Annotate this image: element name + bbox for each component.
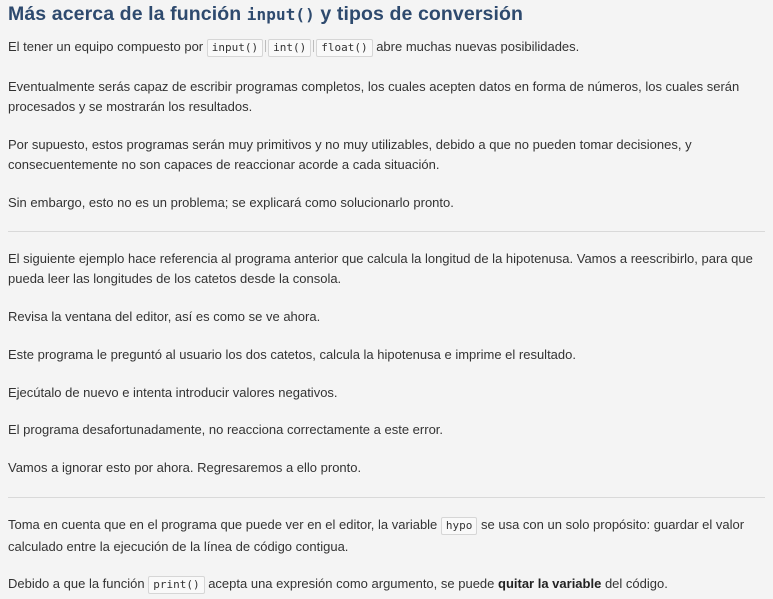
paragraph-eventualmente: Eventualmente serás capaz de escribir programas completos, los cuales acepten datos en forma de números, los cuales serán procesados y se mostrarán los resultados. <box>8 79 740 114</box>
paragraph-hypo <box>8 514 765 558</box>
hypo-text-before: Toma en cuenta que en el programa que puede ver en el editor, la variable <box>8 517 441 532</box>
paragraph-este-programa: Este programa le preguntó al usuario los dos catetos, calcula la hipotenusa e imprime el resultado. <box>8 347 576 362</box>
paragraph-ejecutalo: Ejecútalo de nuevo e intenta introducir valores negativos. <box>8 385 338 400</box>
code-chip-int: int() <box>268 39 311 57</box>
section-divider <box>8 231 765 232</box>
bold-quitar-variable: quitar la variable <box>498 576 602 591</box>
paragraph-desafortunadamente: El programa desafortunadamente, no reacciona correctamente a este error. <box>8 422 444 437</box>
title-suffix: y tipos de conversión <box>314 3 523 25</box>
paragraph-ignorar: Vamos a ignorar esto por ahora. Regresaremos a ello pronto. <box>8 460 362 475</box>
paragraph-revisa: Revisa la ventana del editor, así es como se ve ahora. <box>8 309 321 324</box>
chip-separator <box>313 40 314 52</box>
code-chip-input: input() <box>207 39 263 57</box>
section-divider <box>8 497 765 498</box>
code-chip-hypo: hypo <box>441 517 478 535</box>
intro-paragraph <box>8 37 765 57</box>
intro-text-before: El tener un equipo compuesto por <box>8 39 207 54</box>
title-code: input() <box>246 5 315 24</box>
code-chip-float: float() <box>316 39 372 57</box>
intro-text-after: abre muchas nuevas posibilidades. <box>372 39 580 54</box>
paragraph-print <box>8 574 765 594</box>
chip-separator <box>265 40 266 52</box>
print-text-after: del código. <box>601 576 668 591</box>
paragraph-siguiente-ejemplo: El siguiente ejemplo hace referencia al programa anterior que calcula la longitud de la hipotenusa. Vamos a reescribirlo, para que pueda leer las longitudes de los catetos desde la consola. <box>8 251 753 286</box>
hypo-text-after: se usa con un solo propósito: guardar el valor calculado entre la ejecución de la línea de código contigua. <box>8 517 745 554</box>
title-prefix: Más acerca de la función <box>8 3 247 25</box>
paragraph-sin-embargo: Sin embargo, esto no es un problema; se explicará como solucionarlo pronto. <box>8 195 454 210</box>
print-text-before: Debido a que la función <box>8 576 149 591</box>
print-text-middle: acepta una expresión como argumento, se puede <box>204 576 498 591</box>
page-title <box>8 3 523 26</box>
code-chip-print: print() <box>148 576 204 594</box>
paragraph-por-supuesto: Por supuesto, estos programas serán muy primitivos y no muy utilizables, debido a que no pueden tomar decisiones, y consecuentemente no son capaces de reaccionar acorde a cada situación. <box>8 137 692 172</box>
